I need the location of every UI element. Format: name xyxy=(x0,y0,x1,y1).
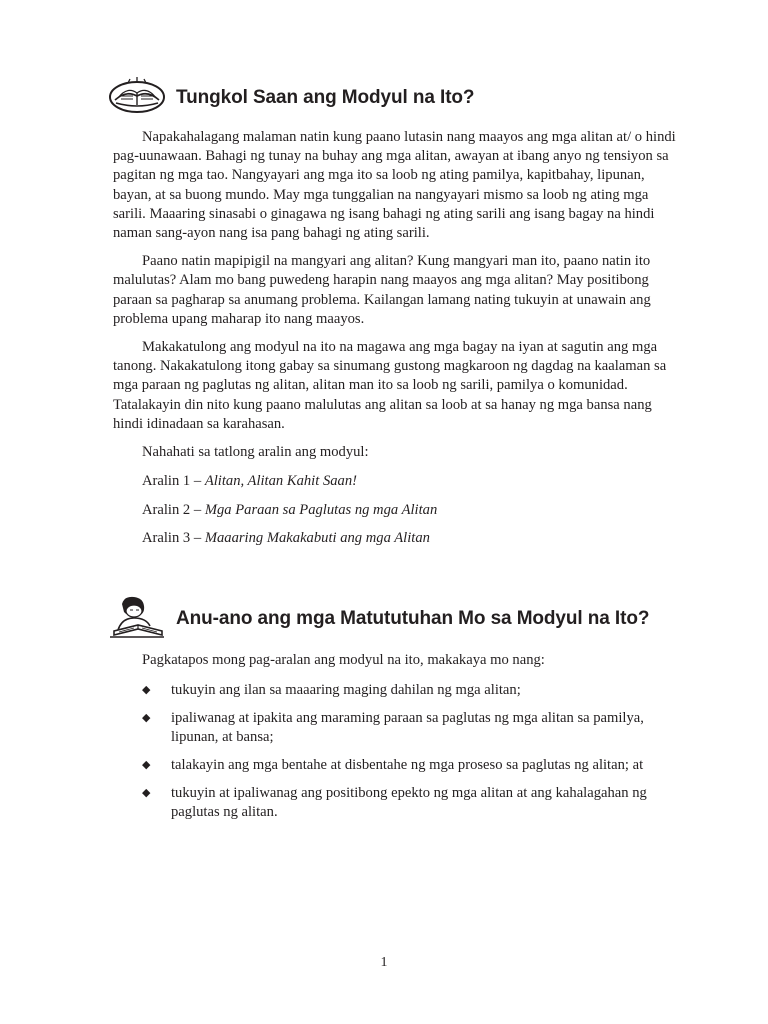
list-item-text: talakayin ang mga bentahe at disbentahe ng mga proseso sa paglutas ng alitan; at xyxy=(171,757,644,773)
diamond-bullet-icon: ◆ xyxy=(142,684,151,696)
lesson-item xyxy=(142,501,678,520)
lesson-title: Maaaring Makakabuti ang mga Alitan xyxy=(204,530,430,547)
list-item xyxy=(142,756,682,775)
lessons-list xyxy=(113,443,678,549)
list-item-text: tukuyin ang ilan sa maaaring maging dahilan ng mga alitan; xyxy=(171,682,521,698)
list-item xyxy=(142,681,682,700)
lesson-item xyxy=(142,529,678,548)
paragraph: Makakatulong ang modyul na ito na magawa ang mga bagay na iyan at sagutin ang mga tanong. Nakakatulong itong gabay sa sinumang gustong magkaroon ng dagdag na kaalaman sa mga paraan ng paglutas ng alitan, alitan man ito sa loob ng sarili, pamilya o komunidad. Tatalakayin din nito kung paano malulutas ang alitan sa loob at sa hanay ng mga bansa nang hindi idinadaan sa karahasan. xyxy=(113,339,667,432)
section-body-about xyxy=(113,128,678,558)
lesson-label: Aralin 2 – xyxy=(142,501,205,518)
lessons-intro: Nahahati sa tatlong aralin ang modyul: xyxy=(142,444,369,461)
objectives-intro: Pagkatapos mong pag-aralan ang modyul na ito, makakaya mo nang: xyxy=(142,652,545,668)
lesson-title: Alitan, Alitan Kahit Saan! xyxy=(204,472,357,489)
list-item xyxy=(142,709,682,747)
lesson-item xyxy=(142,472,678,491)
section-title-objectives: Anu-ano ang mga Matututuhan Mo sa Modyul na Ito? xyxy=(176,607,650,629)
diamond-bullet-icon: ◆ xyxy=(142,712,151,724)
list-item-text: ipaliwanag at ipakita ang maraming paraan sa paglutas ng mga alitan sa pamilya, lipunan, at bansa; xyxy=(171,710,644,745)
lesson-title: Mga Paraan sa Paglutas ng mga Alitan xyxy=(204,501,438,518)
diamond-bullet-icon: ◆ xyxy=(142,759,151,771)
section-title-about: Tungkol Saan ang Modyul na Ito? xyxy=(176,86,475,108)
diamond-bullet-icon: ◆ xyxy=(142,787,151,799)
lesson-label: Aralin 1 – xyxy=(142,472,205,489)
open-book-icon xyxy=(108,76,166,119)
student-reading-icon xyxy=(108,594,166,643)
page-number: 1 xyxy=(380,955,388,970)
objectives-list xyxy=(142,681,682,831)
lesson-label: Aralin 3 – xyxy=(142,530,205,547)
section-heading-objectives xyxy=(108,594,649,643)
paragraph: Napakahalagang malaman natin kung paano lutasin nang maayos ang mga alitan at/ o hindi pag-uunawaan. Bahagi ng tunay na buhay ang mga alitan, awayan at ibang anyo ng tensiyon sa pagitan ng mga tao. Nangyayari ang mga ito sa loob ng ating pamilya, kapitbahay, lipunan, bayan, at sa buong mundo. May mga tunggalian na nangyayari mismo sa loob ng ating mga sarili. Maaaring sinasabi o ginagawa ng isang bahagi ng ating sarili ang isang bagay na hindi naman sang-ayon nang isa pang bahagi ng ating sarili. xyxy=(113,129,676,242)
paragraph: Paano natin mapipigil na mangyari ang alitan? Kung mangyari man ito, paano natin ito malulutas? Alam mo bang puwedeng harapin nang maayos ang mga alitan? May positibong paraan sa pagharap sa anumang problema. Kailangan lamang nating tukuyin at unawain ang problema upang maharap ito nang maayos. xyxy=(113,253,651,327)
list-item-text: tukuyin at ipaliwanag ang positibong epekto ng mga alitan at ang kahalagahan ng paglutas ng alitan. xyxy=(171,785,647,820)
list-item xyxy=(142,784,682,822)
section-heading-about xyxy=(108,76,474,119)
